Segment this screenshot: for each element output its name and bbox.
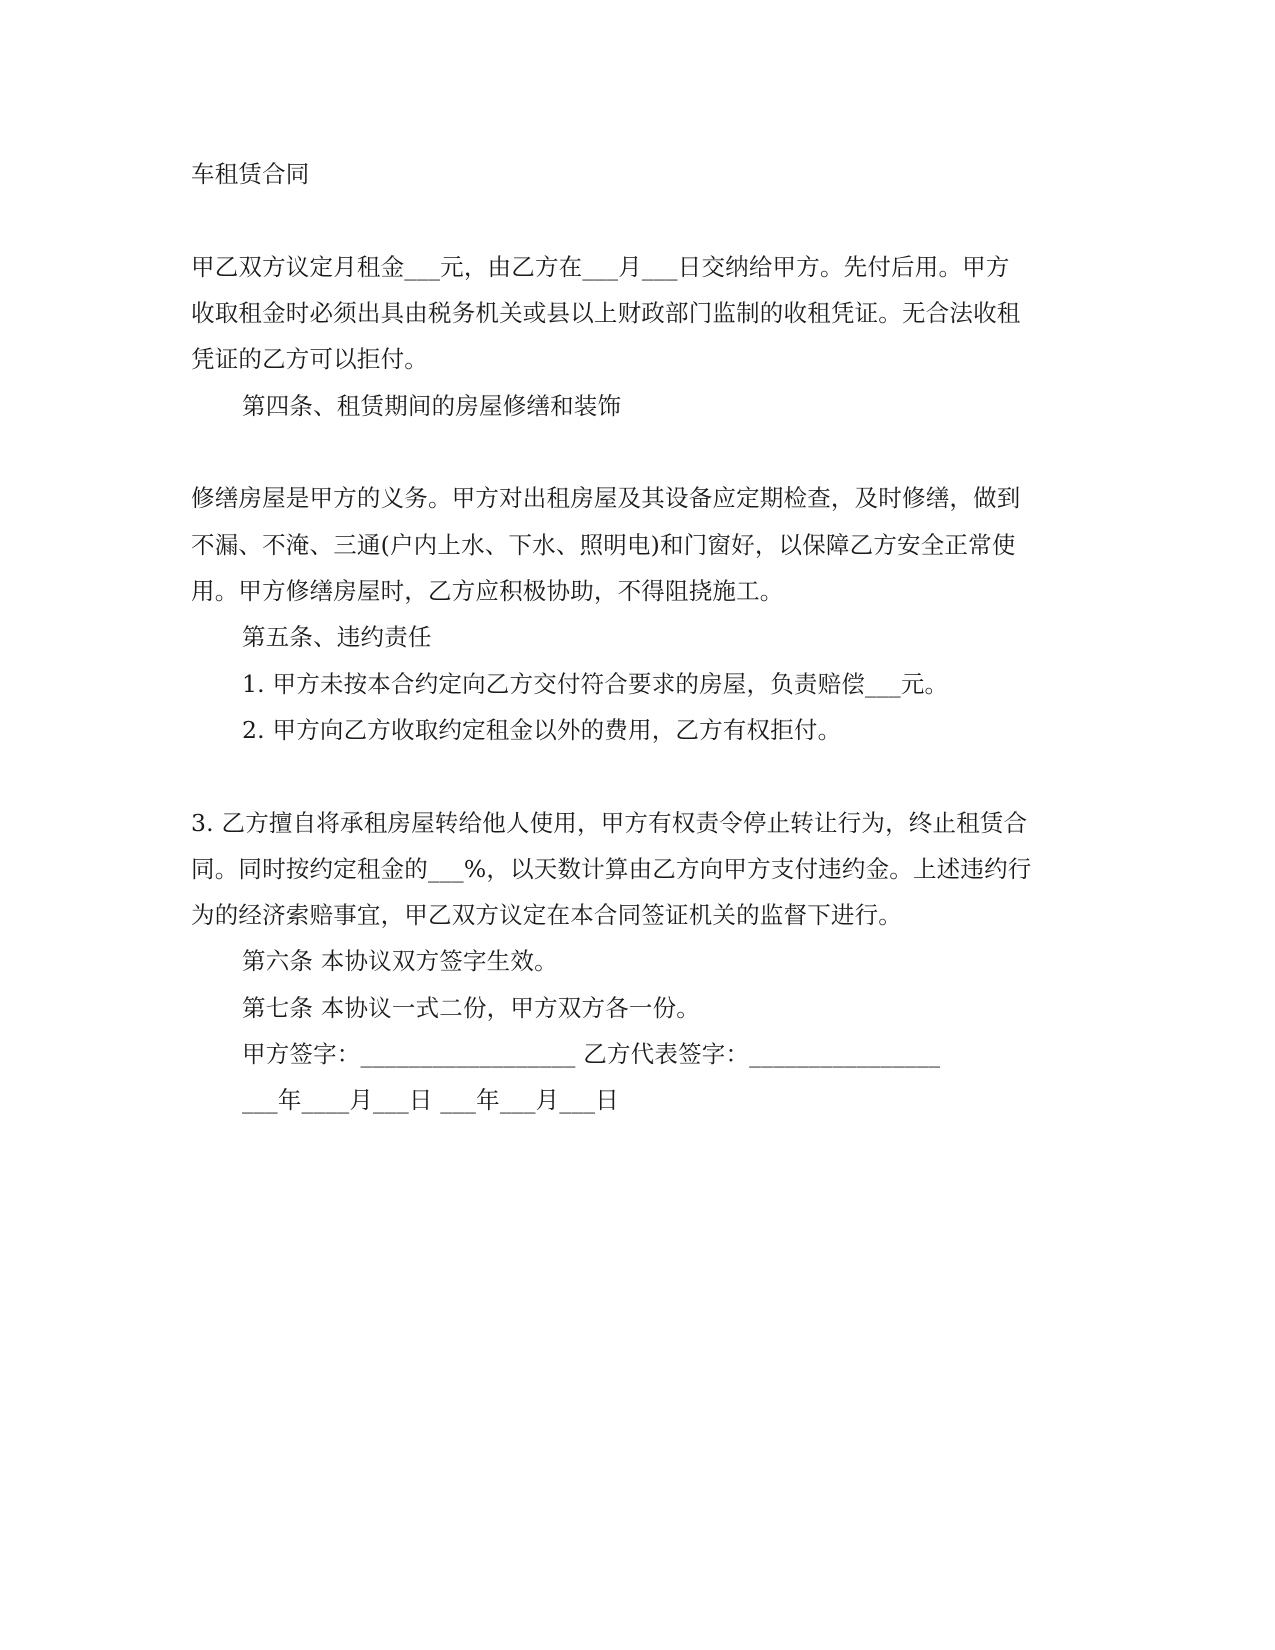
date-line: ___年____月___日 ___年___月___日	[242, 1086, 619, 1114]
paragraph-line: 为的经济索赔事宜，甲乙双方议定在本合同签证机关的监督下进行。	[191, 901, 902, 929]
paragraph-line: 3. 乙方擅自将承租房屋转给他人使用，甲方有权责令停止转让行为，终止租赁合	[191, 809, 1028, 837]
paragraph-line: 不漏、不淹、三通(户内上水、下水、照明电)和门窗好，以保障乙方安全正常使	[191, 531, 1016, 559]
paragraph-line: 用。甲方修缮房屋时，乙方应积极协助，不得阻挠施工。	[191, 577, 784, 605]
paragraph-line: 同。同时按约定租金的___%，以天数计算由乙方向甲方支付违约金。上述违约行	[191, 855, 1032, 883]
list-item-1: 1. 甲方未按本合约定向乙方交付符合要求的房屋，负责赔偿___元。	[242, 670, 949, 698]
list-item-2: 2. 甲方向乙方收取约定租金以外的费用，乙方有权拒付。	[242, 716, 842, 744]
document-title: 车租赁合同	[191, 160, 310, 188]
article-heading-4: 第四条、租赁期间的房屋修缮和装饰	[242, 392, 622, 420]
paragraph-line: 修缮房屋是甲方的义务。甲方对出租房屋及其设备应定期检查，及时修缮，做到	[191, 484, 1021, 512]
paragraph-line: 收取租金时必须出具由税务机关或县以上财政部门监制的收租凭证。无合法收租	[191, 299, 1021, 327]
paragraph-line: 凭证的乙方可以拒付。	[191, 345, 428, 373]
paragraph-line: 甲乙双方议定月租金___元，由乙方在___月___日交纳给甲方。先付后用。甲方	[191, 253, 1010, 281]
article-6: 第六条 本协议双方签字生效。	[242, 947, 558, 975]
signature-line: 甲方签字：__________________ 乙方代表签字：________________	[242, 1040, 941, 1068]
article-7: 第七条 本协议一式二份，甲方双方各一份。	[242, 994, 700, 1022]
article-heading-5: 第五条、违约责任	[242, 623, 432, 651]
